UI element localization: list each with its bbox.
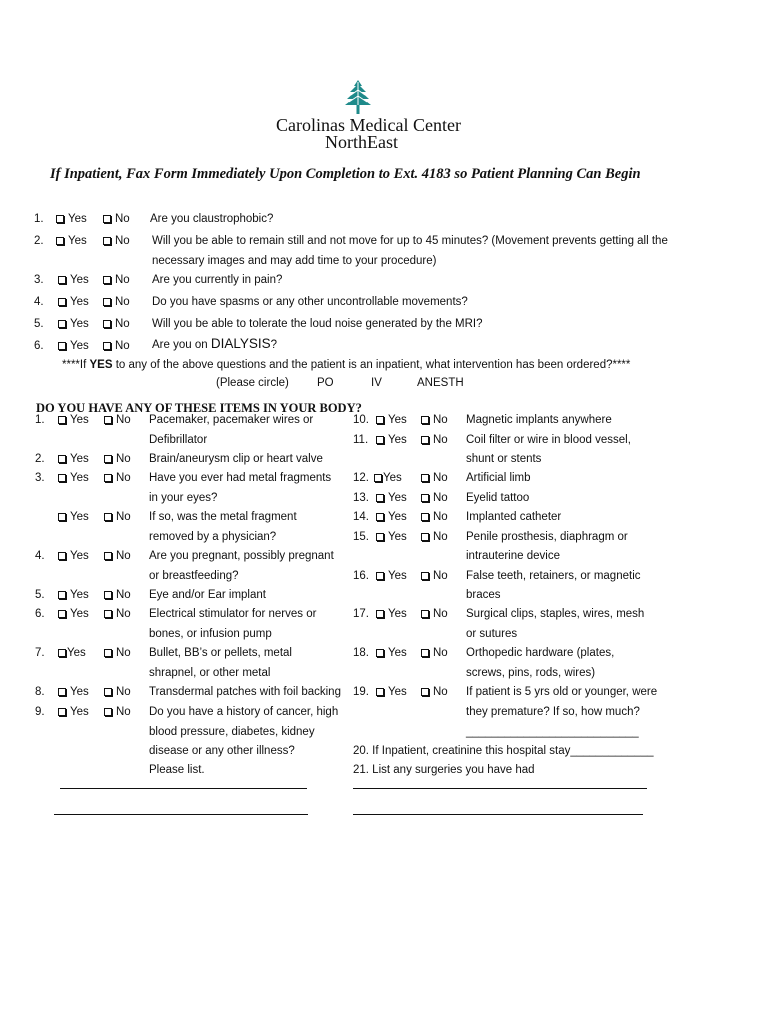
yes-option[interactable]: [58, 510, 89, 524]
checkbox-icon[interactable]: [58, 455, 66, 463]
item-text-cont: or breastfeeding?: [149, 570, 239, 582]
yes-label: Yes: [70, 686, 89, 698]
yes-label: Yes: [70, 472, 89, 484]
no-label: No: [115, 340, 130, 352]
item-text-cont: they premature? If so, how much?: [466, 706, 640, 718]
checkbox-icon[interactable]: [421, 436, 429, 444]
yes-option[interactable]: [374, 471, 402, 485]
item-number: 5.: [35, 589, 45, 601]
item-text-cont: screws, pins, rods, wires): [466, 667, 596, 679]
item-text-cont: intrauterine device: [466, 550, 560, 562]
checkbox-icon[interactable]: [104, 552, 112, 560]
question-number: 2.: [34, 235, 44, 247]
option-anesth[interactable]: ANESTH: [417, 377, 464, 389]
item-text: Bullet, BB’s or pellets, metal: [149, 647, 292, 659]
no-label: No: [433, 686, 448, 698]
no-option[interactable]: [421, 433, 448, 447]
item-text: Coil filter or wire in blood vessel,: [466, 434, 631, 446]
yes-label: Yes: [70, 550, 89, 562]
surgeries-answer-line-2[interactable]: [353, 814, 643, 815]
question-number: 4.: [34, 296, 44, 308]
yes-option[interactable]: [376, 530, 407, 544]
checkbox-icon[interactable]: [376, 533, 384, 541]
checkbox-icon[interactable]: [58, 708, 66, 716]
no-option[interactable]: [104, 452, 131, 466]
item-number: 13.: [353, 492, 369, 504]
item-number: 2.: [35, 453, 45, 465]
org-location: NorthEast: [325, 132, 398, 152]
no-option[interactable]: [421, 491, 448, 505]
yes-option[interactable]: [58, 413, 89, 427]
yes-option[interactable]: [376, 685, 407, 699]
yes-option[interactable]: [376, 607, 407, 621]
no-option[interactable]: [103, 295, 130, 309]
item-text: Do you have a history of cancer, high: [149, 706, 339, 718]
no-label: No: [116, 706, 131, 718]
checkbox-icon[interactable]: [104, 688, 112, 696]
no-label: No: [433, 570, 448, 582]
checkbox-icon[interactable]: [56, 215, 64, 223]
yes-label: Yes: [383, 472, 402, 484]
checkbox-icon[interactable]: [421, 572, 429, 580]
illness-answer-line-2[interactable]: [54, 814, 308, 815]
screening-row: [34, 212, 44, 226]
no-option[interactable]: [421, 646, 448, 660]
no-label: No: [433, 414, 448, 426]
no-label: No: [116, 686, 131, 698]
item-number: 15.: [353, 531, 369, 543]
checkbox-icon[interactable]: [376, 649, 384, 657]
yes-label: Yes: [388, 434, 407, 446]
checkbox-icon[interactable]: [421, 688, 429, 696]
item-text: If patient is 5 yrs old or younger, were: [466, 686, 658, 698]
question-text: Are you currently in pain?: [152, 274, 283, 286]
item-text-cont: Please list.: [149, 764, 205, 776]
intervention-yes: YES: [89, 359, 113, 371]
yes-option[interactable]: [58, 273, 89, 287]
yes-label: Yes: [70, 340, 89, 352]
question-text: Are you claustrophobic?: [150, 213, 274, 225]
checkbox-icon[interactable]: [58, 298, 66, 306]
no-label: No: [116, 414, 131, 426]
question-text: [152, 337, 277, 352]
yes-label: Yes: [70, 511, 89, 523]
no-option[interactable]: [421, 510, 448, 524]
fax-notice: If Inpatient, Fax Form Immediately Upon Completion to Ext. 4183 so Patient Planning Can Begin: [50, 166, 641, 182]
option-po[interactable]: PO: [317, 377, 334, 389]
checkbox-icon[interactable]: [58, 416, 66, 424]
no-option[interactable]: [421, 530, 448, 544]
no-option[interactable]: [104, 471, 131, 485]
yes-label: Yes: [70, 414, 89, 426]
yes-option[interactable]: [56, 212, 87, 226]
no-label: No: [116, 472, 131, 484]
intervention-prefix: ****If: [62, 359, 90, 371]
checkbox-icon[interactable]: [103, 276, 111, 284]
checkbox-icon[interactable]: [376, 416, 384, 424]
intervention-rest: to any of the above questions and the patient is an inpatient, what intervention has been ordered?****: [112, 359, 631, 371]
checkbox-icon[interactable]: [421, 533, 429, 541]
no-label: No: [433, 492, 448, 504]
checkbox-icon[interactable]: [421, 513, 429, 521]
no-label: No: [433, 511, 448, 523]
no-option[interactable]: [103, 317, 130, 331]
checkbox-icon[interactable]: [421, 610, 429, 618]
yes-label: Yes: [388, 608, 407, 620]
no-option[interactable]: [421, 685, 448, 699]
yes-label: Yes: [388, 414, 407, 426]
checkbox-icon[interactable]: [58, 342, 66, 350]
checkbox-icon[interactable]: [58, 591, 66, 599]
yes-label: Yes: [70, 706, 89, 718]
item-text: False teeth, retainers, or magnetic: [466, 570, 641, 582]
checkbox-icon[interactable]: [58, 552, 66, 560]
yes-label: Yes: [70, 318, 89, 330]
checkbox-icon[interactable]: [376, 688, 384, 696]
yes-option[interactable]: [58, 646, 86, 660]
no-option[interactable]: [103, 273, 130, 287]
checkbox-icon[interactable]: [376, 572, 384, 580]
no-label: No: [115, 296, 130, 308]
yes-label: Yes: [388, 531, 407, 543]
intervention-question: [62, 358, 630, 372]
item-text: Electrical stimulator for nerves or: [149, 608, 317, 620]
question-text: Do you have spasms or any other uncontrollable movements?: [152, 296, 468, 308]
item-number: 18.: [353, 647, 369, 659]
yes-option[interactable]: [58, 471, 89, 485]
question-text-end: ?: [270, 339, 278, 351]
premature-answer-line[interactable]: ___________________________: [466, 726, 639, 738]
no-option[interactable]: [103, 212, 130, 226]
no-label: No: [116, 589, 131, 601]
yes-label: Yes: [388, 686, 407, 698]
item-text: Magnetic implants anywhere: [466, 414, 612, 426]
yes-option[interactable]: [376, 433, 407, 447]
yes-option[interactable]: [58, 452, 89, 466]
item-text: If so, was the metal fragment: [149, 511, 297, 523]
item-number: 1.: [35, 414, 45, 426]
checkbox-icon[interactable]: [421, 474, 429, 482]
item-number: 9.: [35, 706, 45, 718]
checkbox-icon[interactable]: [58, 610, 66, 618]
item-text: Are you pregnant, possibly pregnant: [149, 550, 334, 562]
item-text: Surgical clips, staples, wires, mesh: [466, 608, 645, 620]
surgeries-question: 21. List any surgeries you have had: [353, 764, 535, 776]
question-number: 1.: [34, 213, 44, 225]
yes-option[interactable]: [376, 646, 407, 660]
checkbox-icon[interactable]: [104, 591, 112, 599]
creatinine-question[interactable]: 20. If Inpatient, creatinine this hospital stay_____________: [353, 745, 654, 757]
yes-label: Yes: [388, 492, 407, 504]
checkbox-icon[interactable]: [103, 215, 111, 223]
item-number: 17.: [353, 608, 369, 620]
checkbox-icon[interactable]: [104, 474, 112, 482]
no-option[interactable]: [104, 646, 131, 660]
no-label: No: [115, 318, 130, 330]
yes-option[interactable]: [58, 705, 89, 719]
item-text: Eyelid tattoo: [466, 492, 530, 504]
no-option[interactable]: [421, 471, 448, 485]
item-text-cont: bones, or infusion pump: [149, 628, 272, 640]
checkbox-icon[interactable]: [103, 320, 111, 328]
question-text-start: Are you on: [152, 339, 211, 351]
yes-label: Yes: [388, 511, 407, 523]
item-number: 4.: [35, 550, 45, 562]
item-text: Penile prosthesis, diaphragm or: [466, 531, 628, 543]
no-label: No: [433, 647, 448, 659]
no-option[interactable]: [104, 685, 131, 699]
no-option[interactable]: [103, 234, 130, 248]
yes-option[interactable]: [58, 295, 89, 309]
checkbox-icon[interactable]: [104, 649, 112, 657]
question-number: 3.: [34, 274, 44, 286]
yes-label: Yes: [70, 589, 89, 601]
no-label: No: [116, 550, 131, 562]
no-label: No: [116, 647, 131, 659]
illness-answer-line-1[interactable]: [60, 788, 307, 789]
checkbox-icon[interactable]: [376, 436, 384, 444]
please-circle: (Please circle): [216, 377, 289, 389]
yes-option[interactable]: [376, 491, 407, 505]
item-text-cont: shrapnel, or other metal: [149, 667, 271, 679]
no-option[interactable]: [104, 549, 131, 563]
item-text-cont: blood pressure, diabetes, kidney: [149, 726, 315, 738]
item-text-cont: removed by a physician?: [149, 531, 277, 543]
checkbox-icon[interactable]: [103, 237, 111, 245]
checkbox-icon[interactable]: [58, 276, 66, 284]
checkbox-icon[interactable]: [421, 649, 429, 657]
question-number: 5.: [34, 318, 44, 330]
surgeries-answer-line-1[interactable]: [353, 788, 647, 789]
item-text: Transdermal patches with foil backing: [149, 686, 341, 698]
item-number: 19.: [353, 686, 369, 698]
checkbox-icon[interactable]: [58, 688, 66, 696]
item-text: Pacemaker, pacemaker wires or: [149, 414, 314, 426]
question-text: Will you be able to tolerate the loud noise generated by the MRI?: [152, 318, 483, 330]
yes-label: Yes: [67, 647, 86, 659]
dialysis-emphasis: DIALYSIS: [210, 336, 271, 351]
yes-option[interactable]: [58, 339, 89, 353]
checkbox-icon[interactable]: [376, 610, 384, 618]
checkbox-icon[interactable]: [421, 494, 429, 502]
checkbox-icon[interactable]: [58, 649, 66, 657]
item-text-cont: in your eyes?: [149, 492, 218, 504]
item-number: 8.: [35, 686, 45, 698]
item-text-cont: braces: [466, 589, 501, 601]
checkbox-icon[interactable]: [104, 708, 112, 716]
yes-label: Yes: [388, 647, 407, 659]
question-number: 6.: [34, 340, 44, 352]
no-option[interactable]: [104, 413, 131, 427]
yes-option[interactable]: [58, 317, 89, 331]
checkbox-icon[interactable]: [104, 610, 112, 618]
question-text: Will you be able to remain still and not move for up to 45 minutes? (Movement prevents getting all the: [152, 235, 668, 247]
no-label: No: [115, 274, 130, 286]
no-option[interactable]: [104, 705, 131, 719]
item-text-cont: or sutures: [466, 628, 518, 640]
yes-label: Yes: [70, 296, 89, 308]
item-number: 14.: [353, 511, 369, 523]
checkbox-icon[interactable]: [104, 416, 112, 424]
yes-option[interactable]: [58, 607, 89, 621]
item-text-cont: shunt or stents: [466, 453, 542, 465]
no-label: No: [433, 531, 448, 543]
yes-option[interactable]: [56, 234, 87, 248]
no-label: No: [116, 511, 131, 523]
item-text: Have you ever had metal fragments: [149, 472, 332, 484]
checkbox-icon[interactable]: [58, 474, 66, 482]
checkbox-icon[interactable]: [103, 342, 111, 350]
yes-option[interactable]: [58, 588, 89, 602]
checkbox-icon[interactable]: [376, 513, 384, 521]
yes-option[interactable]: [58, 549, 89, 563]
no-option[interactable]: [421, 569, 448, 583]
org-name: Carolinas Medical Center: [276, 115, 461, 135]
no-option[interactable]: [103, 339, 130, 353]
checkbox-icon[interactable]: [103, 298, 111, 306]
tree-logo-icon: [338, 78, 378, 116]
no-label: No: [433, 472, 448, 484]
no-label: No: [115, 235, 130, 247]
no-label: No: [115, 213, 130, 225]
yes-label: Yes: [68, 213, 87, 225]
item-text: Implanted catheter: [466, 511, 562, 523]
checkbox-icon[interactable]: [104, 513, 112, 521]
question-text-cont: necessary images and may add time to your procedure): [152, 255, 437, 267]
item-text: Orthopedic hardware (plates,: [466, 647, 615, 659]
no-option[interactable]: [104, 588, 131, 602]
yes-option[interactable]: [376, 569, 407, 583]
item-number: 6.: [35, 608, 45, 620]
item-number: 10.: [353, 414, 369, 426]
logo: [338, 78, 378, 116]
body-items-heading: DO YOU HAVE ANY OF THESE ITEMS IN YOUR BODY?: [36, 401, 362, 415]
no-label: No: [116, 453, 131, 465]
checkbox-icon[interactable]: [104, 455, 112, 463]
checkbox-icon[interactable]: [376, 494, 384, 502]
no-option[interactable]: [421, 607, 448, 621]
no-option[interactable]: [104, 510, 131, 524]
checkbox-icon[interactable]: [58, 320, 66, 328]
item-text-cont: disease or any other illness?: [149, 745, 295, 757]
yes-label: Yes: [70, 453, 89, 465]
no-label: No: [433, 434, 448, 446]
no-label: No: [433, 608, 448, 620]
yes-option[interactable]: [376, 510, 407, 524]
yes-option[interactable]: [58, 685, 89, 699]
checkbox-icon[interactable]: [58, 513, 66, 521]
yes-label: Yes: [388, 570, 407, 582]
option-iv[interactable]: IV: [371, 377, 382, 389]
yes-label: Yes: [70, 274, 89, 286]
item-text: Eye and/or Ear implant: [149, 589, 266, 601]
checkbox-icon[interactable]: [421, 416, 429, 424]
item-number: 16.: [353, 570, 369, 582]
checkbox-icon[interactable]: [374, 474, 382, 482]
no-option[interactable]: [104, 607, 131, 621]
yes-label: Yes: [70, 608, 89, 620]
item-number: 3.: [35, 472, 45, 484]
item-number: 7.: [35, 647, 45, 659]
item-number: 12.: [353, 472, 369, 484]
checkbox-icon[interactable]: [56, 237, 64, 245]
item-text: Artificial limb: [466, 472, 531, 484]
no-option[interactable]: [421, 413, 448, 427]
item-number: 11.: [353, 434, 369, 446]
item-text: Brain/aneurysm clip or heart valve: [149, 453, 323, 465]
yes-option[interactable]: [376, 413, 407, 427]
no-label: No: [116, 608, 131, 620]
yes-label: Yes: [68, 235, 87, 247]
item-text-cont: Defibrillator: [149, 434, 208, 446]
